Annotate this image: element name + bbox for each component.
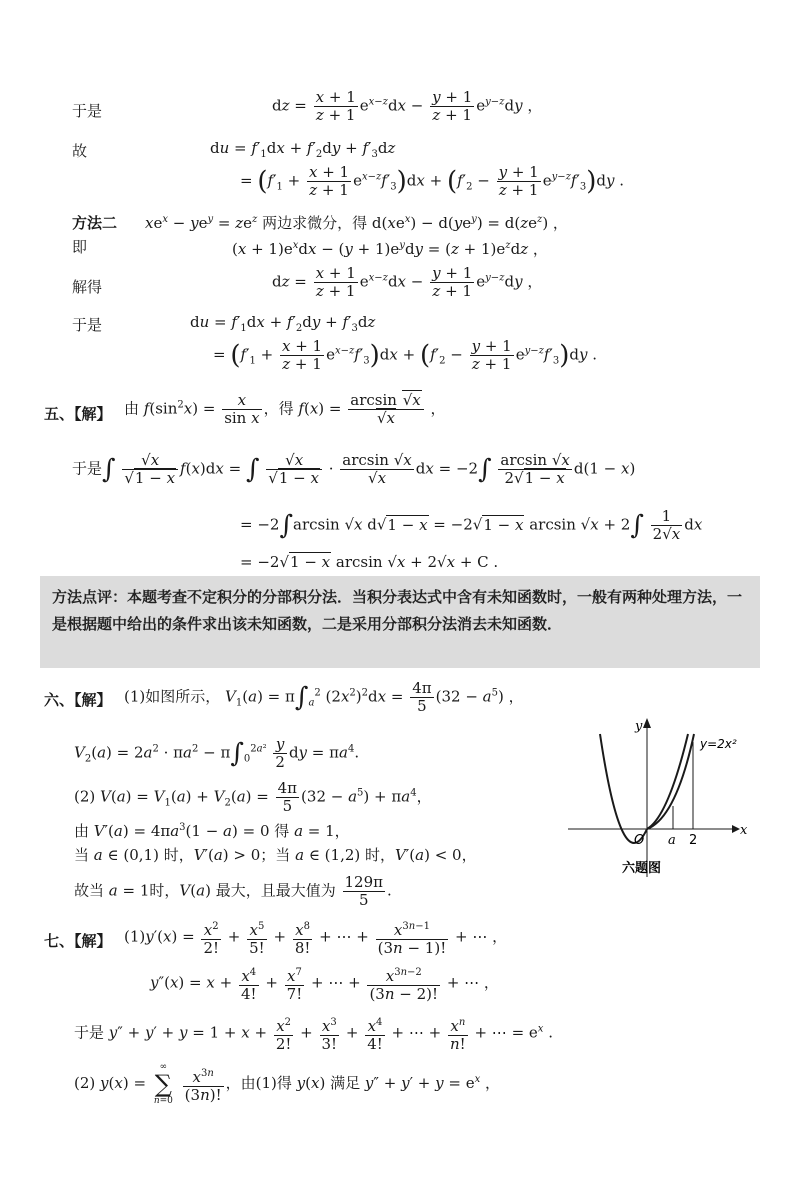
fig-tick-a: a	[668, 833, 676, 848]
eq-sec5-4: = −2√1 − x arcsin √x + 2√x + C .	[240, 553, 499, 571]
eq-dz-1: dz = $\frac{x + 1}{z + 1}$ $e^{x-z}dx$ − $\frac{y + 1}{z + 1}$ $e^{y-z}dy$ ，	[272, 88, 543, 124]
sec7-p1: (1)	[124, 927, 146, 946]
fig-tick-2: 2	[689, 833, 698, 848]
label-ji: 即	[72, 238, 88, 256]
eq-m2-2: $(x + 1)e^xdx - (y + 1)e^ydy = (z + 1)e^zdz$ ，	[232, 240, 548, 258]
sec6-p4b: 时，	[163, 846, 194, 864]
sec6-you: 由	[74, 822, 90, 840]
eq-du-4: = ($f'_1$ + $\frac{x + 1}{z + 1}$ $e^{x-z}f'_3)dx + (f'_2$ − $\frac{y + 1}{z + 1}$ $e^{y-z}f'_3)dy$ .	[213, 337, 598, 373]
sec6-de: 得	[274, 822, 290, 840]
label-yushi: 于是	[72, 102, 103, 120]
eq-sec7-1: (1)y′(x) = $\frac{x^2}{2!}$ + $\frac{x^5}{5!}$ + $\frac{x^8}{8!}$ + ⋯ + $\frac{x^{3n-1}}{(3n - 1)!}$ + ⋯ ，	[124, 918, 507, 957]
fig-axis-x: x	[740, 823, 748, 838]
fig-curve-label: y=2x²	[700, 737, 737, 751]
sec7-p2b: ，由(1)得	[225, 1074, 292, 1092]
sec5-yushi: 于是	[72, 459, 103, 478]
m2-desc: 两边求微分，得	[262, 214, 368, 232]
sec7-yushi: 于是	[74, 1023, 105, 1042]
label-gu: 故	[72, 142, 88, 160]
fig-axis-y: y	[635, 719, 643, 734]
eq-dz-2: dz = $\frac{x + 1}{z + 1}$ $e^{x-z}dx$ − $\frac{y + 1}{z + 1}$ $e^{y-z}dy$ ，	[272, 264, 543, 300]
sec6-p4d: 时，	[365, 846, 396, 864]
sec7-p2a: (2)	[74, 1074, 96, 1092]
eq-sec6-6: 故当 a = 1时，V(a) 最大，且最大值为 $\frac{129\pi}{5}$ .	[74, 873, 392, 909]
method-note: 方法点评：本题考查不定积分的分部积分法．当积分表达式中含有未知函数时，一般有两种处理方法，一是根据题中给出的条件求出该未知函数，二是采用分部积分法消去未知函数．	[40, 576, 760, 668]
eq-sec6-4: 由 $V'(a) = 4\pi a^3(1 - a) = 0$ 得 a = 1，	[74, 822, 350, 840]
eq-sec5-1: 由 $f(\sin^2x)$ = $\frac{x}{\text{sin x}}$ ，得 f(x) = $\frac{\arcsin √x}{√x}$ ，	[124, 391, 446, 427]
label-sec5: 五、【解】	[44, 405, 112, 423]
figure-parabola	[560, 712, 760, 882]
sec6-p5b: 时，	[149, 881, 180, 900]
eq-du-2: = ($f'_1$ + $\frac{x + 1}{z + 1}$ $e^{x-z}f'_3)dx + (f'_2$ − $\frac{y + 1}{z + 1}$ $e^{y-z}f'_3)dy$ .	[240, 163, 625, 199]
eq-sec7-2: y″(x) = x + $\frac{x^4}{4!}$ + $\frac{x^7}{7!}$ + ⋯ + $\frac{x^{3n-2}}{(3n - 2)!}$ + ⋯ ，	[150, 964, 499, 1003]
eq-sec5-3: = −2∫arcsin √x d√1 − x = −2√1 − x arcsin √x + 2∫ $\frac{1}{2√x}$ dx	[240, 507, 703, 543]
sec6-p5c: 最大，且最大值为	[215, 881, 336, 900]
eq-sec6-1: (1)如图所示， $V_1(a) = \pi\int_a^2$ $(2x^2)^2dx$ = $\frac{4\pi}{5}$ $(32 - a^5)$ ，	[124, 679, 524, 715]
sec6-p5a: 故当	[74, 881, 105, 900]
label-sec6: 六、【解】	[44, 691, 112, 709]
eq-m2-1: $xe^x - ye^y = ze^z$ 两边求微分，得 $d(xe^x) - d(ye^y) = d(ze^z)$ ，	[145, 214, 568, 232]
sec5-you: 由	[124, 399, 140, 418]
sec7-p2c: 满足	[330, 1074, 361, 1092]
fig-origin: O	[634, 833, 645, 848]
eq-sec6-3: (2) $V(a) = V_1(a) + V_2(a)$ = $\frac{4\pi}{5}$ $(32 - a^5) + \pi a^4$，	[74, 779, 432, 815]
sec5-de: ，得	[263, 399, 294, 418]
eq-du-1: du = $f'_1dx + f'_2dy + f'_3dz$	[210, 139, 396, 160]
eq-sec6-2: $V_2(a) = 2a^2 \cdot \pi a^2 - \pi\int_0^{2a^2}$ $\frac{y}{2}$ dy = $\pi a^4$.	[74, 735, 360, 771]
eq-sec7-4: (2) y(x) = ∞ ∑ n=0 $\frac{x^{3n}}{(3n)!}$ ，由(1)得 y(x) 满足 $y'' + y' + y = e^x$ ，	[74, 1062, 500, 1106]
eq-sec5-2: 于是∫ $\frac{√x}{√1 - x}$ f(x)dx = ∫ $\frac{√x}{√1 - x}$ · $\frac{\arcsin √x}{√x}$ dx = −2∫ $\frac{\arcsin √x}{2√1 - x}$ d(1 − x)	[72, 451, 636, 487]
label-sec7: 七、【解】	[44, 932, 112, 950]
label-jiede: 解得	[72, 278, 103, 296]
fig-caption: 六题图	[622, 861, 662, 876]
eq-du-3: du = $f'_1dx + f'_2dy + f'_3dz$	[190, 313, 376, 334]
eq-sec7-3: 于是 y″ + y′ + y = 1 + x + $\frac{x^2}{2!}$ + $\frac{x^3}{3!}$ + $\frac{x^4}{4!}$ + ⋯ + $\frac{x^n}{n!}$ + ⋯ = $e^x$ .	[74, 1014, 553, 1053]
label-yushi2: 于是	[72, 316, 103, 334]
sec6-p4a: 当	[74, 846, 90, 864]
eq-sec6-5: 当 a ∈ (0,1) 时，V′(a) > 0；当 a ∈ (1,2) 时，V′(a) < 0，	[74, 846, 477, 864]
sec6-p1: (1)如图所示，	[124, 687, 221, 706]
sec6-p4c: ；当	[260, 846, 291, 864]
label-method2: 方法二	[72, 214, 118, 232]
